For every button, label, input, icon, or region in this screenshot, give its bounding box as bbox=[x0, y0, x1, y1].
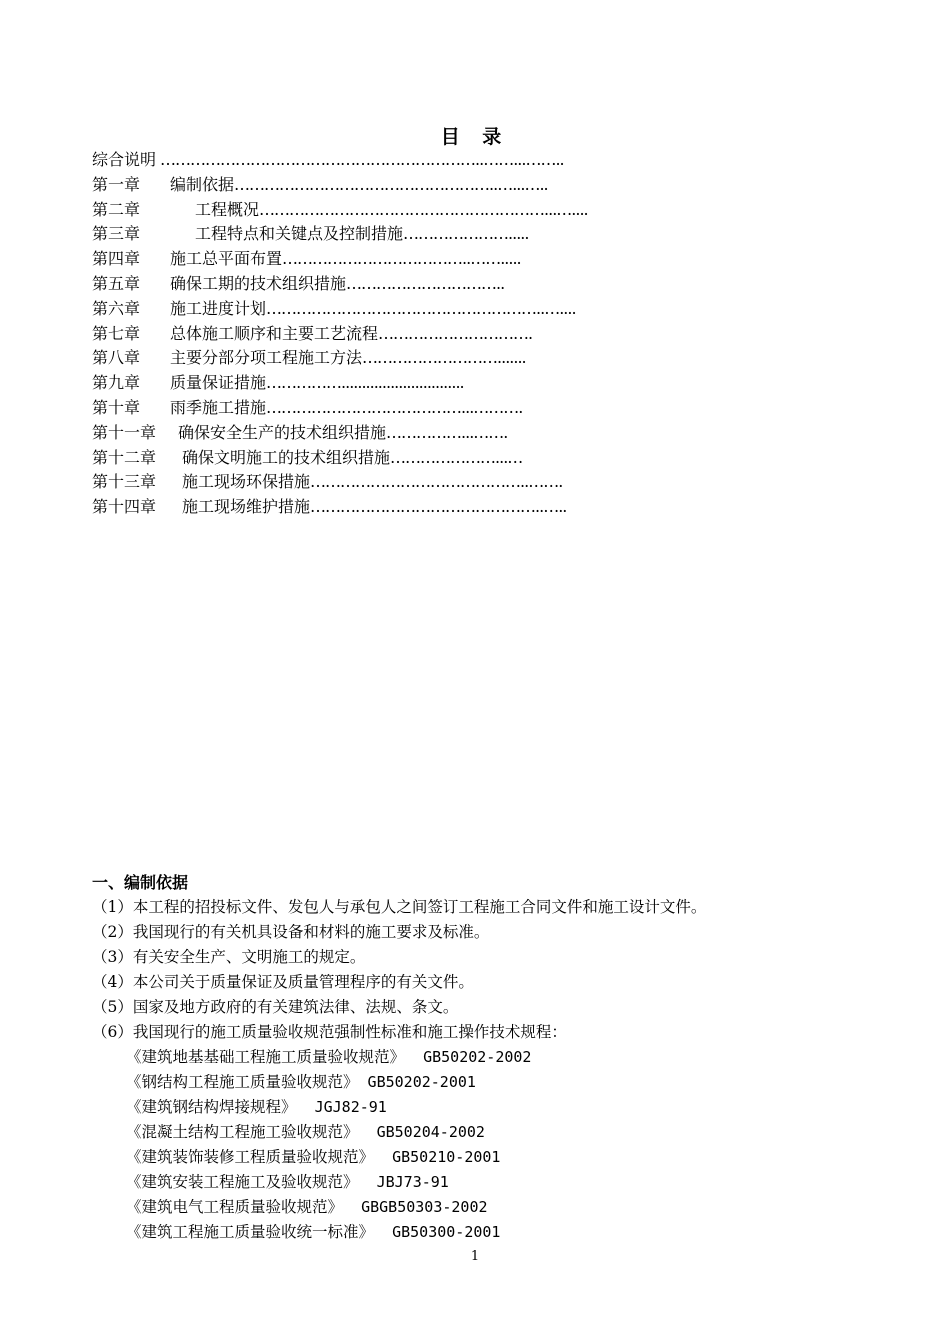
toc-leader-dots: …………………..... bbox=[403, 224, 529, 244]
toc-label: 施工现场维护措施 bbox=[182, 497, 311, 517]
standard-item bbox=[92, 1195, 892, 1220]
standard-code: JGJ82-91 bbox=[296, 1098, 387, 1116]
standard-code: GB50210-2001 bbox=[374, 1148, 501, 1166]
basis-item: （1）本工程的招投标文件、发包人与承包人之间签订工程施工合同文件和施工设计文件。 bbox=[92, 898, 707, 916]
toc-leader-dots: ………………………………………………………..……...…….. bbox=[160, 150, 564, 169]
standard-name: 《建筑地基基础工程施工质量验收规范》 bbox=[126, 1048, 406, 1066]
standard-code: JBJ73-91 bbox=[358, 1173, 449, 1191]
toc-chapter: 第八章 bbox=[92, 348, 141, 368]
toc-entry bbox=[92, 346, 692, 371]
standard-item bbox=[92, 1145, 892, 1170]
toc-label: 总体施工顺序和主要工艺流程 bbox=[170, 323, 379, 343]
standard-item bbox=[92, 1070, 892, 1095]
toc-entry bbox=[92, 247, 692, 272]
toc-chapter: 第十三章 bbox=[92, 472, 157, 492]
standard-code: GB50202-2002 bbox=[405, 1048, 532, 1066]
toc-entry bbox=[92, 297, 692, 322]
standard-name: 《建筑钢结构焊接规程》 bbox=[126, 1098, 297, 1116]
toc-label: 确保工期的技术组织措施 bbox=[170, 273, 347, 293]
toc-title: 目 录 bbox=[440, 126, 510, 148]
toc-leader-dots: ………………………....... bbox=[362, 348, 526, 368]
standard-name: 《混凝土结构工程施工验收规范》 bbox=[126, 1123, 359, 1141]
toc-chapter: 第三章 bbox=[92, 224, 141, 244]
toc-entry bbox=[92, 371, 692, 396]
toc-entry bbox=[92, 322, 692, 347]
standard-name: 《建筑安装工程施工及验收规范》 bbox=[126, 1173, 359, 1191]
standard-code: GB50204-2002 bbox=[358, 1123, 485, 1141]
toc-leader-dots: …………………………. bbox=[378, 323, 533, 343]
toc-entry bbox=[92, 272, 692, 297]
toc-chapter: 综合说明 bbox=[92, 150, 157, 169]
toc-leader-dots: …………………………………………………...….... bbox=[259, 199, 588, 219]
toc-chapter: 第四章 bbox=[92, 249, 141, 269]
standard-item bbox=[92, 1045, 892, 1070]
toc-entry bbox=[92, 470, 692, 495]
toc-leader-dots: …………….............................. bbox=[266, 373, 464, 393]
basis-item: （4）本公司关于质量保证及质量管理程序的有关文件。 bbox=[92, 973, 474, 991]
toc-leader-dots: ………………………………………………..….... bbox=[266, 298, 576, 318]
toc-label: 施工现场环保措施 bbox=[182, 472, 311, 492]
toc-entry bbox=[92, 421, 692, 446]
toc-entry bbox=[92, 446, 692, 471]
toc-label: 编制依据 bbox=[170, 174, 235, 194]
page-number: 1 bbox=[470, 1249, 480, 1264]
toc-leader-dots: ………………………….. bbox=[346, 273, 505, 293]
section-heading: 一、编制依据 bbox=[92, 873, 189, 892]
toc-chapter: 第七章 bbox=[92, 323, 141, 343]
toc-entry bbox=[92, 495, 692, 520]
table-of-contents bbox=[92, 148, 692, 520]
toc-entry bbox=[92, 173, 692, 198]
toc-entry bbox=[92, 198, 692, 223]
standard-item bbox=[92, 1220, 892, 1245]
toc-leader-dots: ……………………………………………..…...….. bbox=[234, 174, 548, 194]
toc-chapter: 第十章 bbox=[92, 397, 141, 417]
toc-label: 主要分部分项工程施工方法 bbox=[170, 348, 363, 368]
toc-leader-dots: ……………...……. bbox=[386, 422, 508, 442]
standard-code: GBGB50303-2002 bbox=[343, 1198, 488, 1216]
toc-chapter: 第二章 bbox=[92, 199, 141, 219]
basis-item: （2）我国现行的有关机具设备和材料的施工要求及标准。 bbox=[92, 923, 490, 941]
standard-item bbox=[92, 1170, 892, 1195]
toc-chapter: 第五章 bbox=[92, 273, 141, 293]
toc-label: 施工进度计划 bbox=[170, 298, 267, 318]
basis-item: （3）有关安全生产、文明施工的规定。 bbox=[92, 948, 366, 966]
toc-label: 确保文明施工的技术组织措施 bbox=[182, 447, 391, 467]
toc-chapter: 第十一章 bbox=[92, 422, 157, 442]
toc-label: 工程特点和关键点及控制措施 bbox=[195, 224, 404, 244]
toc-chapter: 第六章 bbox=[92, 298, 141, 318]
toc-label: 工程概况 bbox=[195, 199, 260, 219]
toc-leader-dots: …………………...… bbox=[390, 447, 523, 467]
toc-entry bbox=[92, 148, 692, 173]
basis-item: （5）国家及地方政府的有关建筑法律、法规、条文。 bbox=[92, 998, 459, 1016]
toc-chapter: 第十二章 bbox=[92, 447, 157, 467]
toc-chapter: 第一章 bbox=[92, 174, 141, 194]
toc-leader-dots: ………………………………..……..... bbox=[282, 249, 521, 269]
standard-name: 《建筑装饰装修工程质量验收规范》 bbox=[126, 1148, 375, 1166]
toc-label: 施工总平面布置 bbox=[170, 249, 283, 269]
standard-code: GB50300-2001 bbox=[374, 1223, 501, 1241]
standard-name: 《建筑工程施工质量验收统一标准》 bbox=[126, 1223, 375, 1241]
toc-chapter: 第九章 bbox=[92, 373, 141, 393]
standard-item bbox=[92, 1120, 892, 1145]
section-compilation-basis bbox=[92, 871, 892, 1245]
toc-chapter: 第十四章 bbox=[92, 497, 157, 517]
toc-entry bbox=[92, 222, 692, 247]
standard-code: GB50202-2001 bbox=[358, 1073, 476, 1091]
toc-label: 确保安全生产的技术组织措施 bbox=[178, 422, 387, 442]
basis-item: （6）我国现行的施工质量验收规范强制性标准和施工操作技术规程： bbox=[92, 1023, 567, 1041]
toc-leader-dots: ……………………………………..……. bbox=[310, 472, 563, 492]
standard-item bbox=[92, 1095, 892, 1120]
toc-label: 质量保证措施 bbox=[170, 373, 267, 393]
toc-label: 雨季施工措施 bbox=[170, 397, 267, 417]
toc-leader-dots: ………………………………………..….. bbox=[310, 497, 567, 517]
toc-entry bbox=[92, 396, 692, 421]
toc-leader-dots: …………………………………...………. bbox=[266, 397, 523, 417]
standard-name: 《建筑电气工程质量验收规范》 bbox=[126, 1198, 344, 1216]
standard-name: 《钢结构工程施工质量验收规范》 bbox=[126, 1073, 359, 1091]
